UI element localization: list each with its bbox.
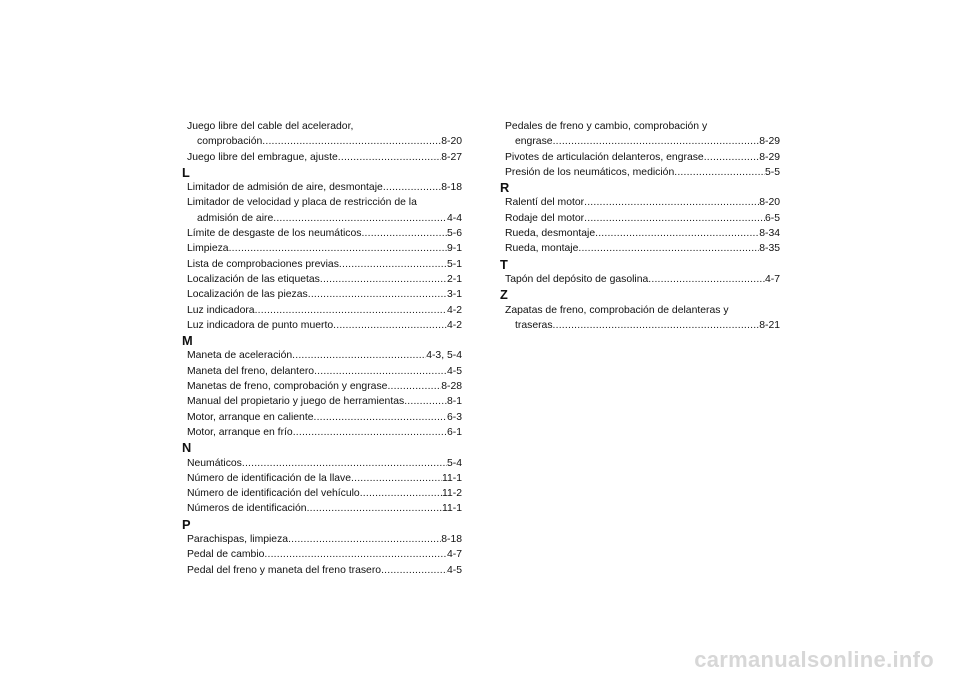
dot-leader: [307, 501, 442, 516]
index-entry: [505, 272, 780, 287]
dot-leader: [404, 394, 447, 409]
index-entry: [187, 456, 462, 471]
dot-leader: [314, 410, 447, 425]
index-entry: [505, 303, 780, 334]
dot-leader: [584, 195, 759, 210]
dot-leader: [242, 456, 447, 471]
index-entry-title: Ralentí del motor: [505, 197, 585, 209]
index-entry-title: Manual del propietario y juego de herramientas: [187, 396, 405, 408]
index-entry-continuation: comprobación: [197, 136, 263, 148]
index-entry-title: Limitador de velocidad y placa de restricción de la: [187, 197, 417, 209]
index-entry-title: Juego libre del embrague, ajuste: [187, 151, 338, 163]
index-entry-title: Pedal del freno y maneta del freno trasero: [187, 564, 382, 576]
index-entry-page: 8-18: [441, 182, 462, 194]
dot-leader: [595, 226, 759, 241]
index-entry-page: 6-5: [764, 212, 780, 224]
index-entry: [187, 241, 462, 256]
index-entry-title: Rueda, desmontaje: [505, 228, 596, 240]
index-entry-page: 8-29: [759, 136, 780, 148]
index-entry-title: Pedales de freno y cambio, comprobación y: [505, 121, 708, 132]
index-entry: [187, 410, 462, 425]
index-entry-page: 11-2: [441, 488, 462, 500]
dot-leader: [704, 150, 760, 165]
index-entry-page: 8-27: [441, 151, 462, 163]
index-letter-heading: N: [182, 440, 192, 456]
index-entry: [187, 547, 462, 562]
index-entry-page: 8-28: [441, 381, 462, 393]
index-entry: [505, 195, 780, 210]
index-entry: [187, 532, 462, 547]
dot-leader: [339, 257, 447, 272]
index-entry-page: 4-3, 5-4: [426, 350, 462, 362]
index-entry-page: 8-35: [759, 243, 780, 255]
index-entry-page: 5-5: [764, 166, 780, 178]
dot-leader: [648, 272, 765, 287]
index-entry-title: Limitador de admisión de aire, desmontaje: [187, 182, 383, 194]
index-entry-page: 8-20: [441, 136, 462, 148]
index-entry-title: Pedal de cambio: [187, 549, 265, 561]
index-entry-page: 5-1: [446, 258, 462, 270]
index-letter-heading: P: [182, 516, 191, 532]
index-entry: [187, 486, 462, 501]
dot-leader: [262, 134, 441, 149]
index-entry: [187, 394, 462, 409]
index-entry-title: Límite de desgaste de los neumáticos: [187, 228, 362, 240]
index-entry-page: 4-5: [446, 365, 462, 377]
index-column-right: [500, 119, 780, 333]
index-entry-title: Parachispas, limpieza: [187, 534, 289, 546]
dot-leader: [264, 547, 447, 562]
index-entry-title: Zapatas de freno, comprobación de delanteras y: [505, 304, 729, 316]
index-entry-title: Rodaje del motor: [505, 212, 585, 224]
index-entry-page: 3-1: [446, 289, 462, 301]
index-entry: [187, 119, 462, 150]
index-entry-title: Motor, arranque en frío: [187, 426, 293, 438]
index-entry: [187, 180, 462, 195]
dot-leader: [387, 379, 441, 394]
index-entry-title: Neumáticos: [187, 457, 242, 469]
dot-leader: [584, 211, 765, 226]
index-entry: [187, 257, 462, 272]
index-entry: [505, 226, 780, 241]
index-entry-title: Lista de comprobaciones previas: [187, 258, 339, 270]
index-entry: [187, 471, 462, 486]
dot-leader: [674, 165, 765, 180]
index-entry: [187, 425, 462, 440]
dot-leader: [383, 180, 441, 195]
index-letter-heading: Z: [500, 287, 508, 303]
dot-leader: [333, 318, 447, 333]
index-entry-page: 8-21: [759, 319, 780, 331]
index-entry-page: 6-3: [446, 411, 462, 423]
dot-leader: [292, 348, 426, 363]
index-entry-page: 8-20: [759, 197, 780, 209]
index-letter-heading: R: [500, 180, 510, 196]
dot-leader: [553, 318, 760, 333]
index-entry: [187, 272, 462, 287]
index-entry-continuation: traseras: [515, 319, 553, 331]
index-entry-title: Juego libre del cable del acelerador,: [187, 121, 354, 132]
index-entry: [505, 119, 780, 150]
index-entry-title: Pivotes de articulación delanteros, engrase: [505, 151, 704, 163]
index-entry: [505, 165, 780, 180]
index-entry-page: 11-1: [441, 503, 462, 515]
index-entry-page: 5-4: [446, 457, 462, 469]
index-entry-title: Maneta de aceleración: [187, 350, 293, 362]
index-entry-title: Limpieza: [187, 243, 229, 255]
dot-leader: [361, 226, 447, 241]
index-entry-continuation: engrase: [515, 136, 553, 148]
dot-leader: [308, 287, 447, 302]
index-entry-page: 9-1: [446, 243, 462, 255]
index-entry-page: 4-2: [446, 319, 462, 331]
index-entry: [505, 150, 780, 165]
dot-leader: [293, 425, 447, 440]
index-entry: [187, 318, 462, 333]
index-entry: [187, 379, 462, 394]
index-letter-heading: T: [500, 256, 508, 272]
index-entry-title: Luz indicadora: [187, 304, 255, 316]
index-entry-title: Luz indicadora de punto muerto: [187, 319, 334, 331]
dot-leader: [288, 532, 441, 547]
index-entry: [187, 364, 462, 379]
index-column-left: [182, 119, 462, 578]
index-entry-page: 4-4: [446, 212, 462, 224]
index-letter-heading: L: [182, 164, 190, 180]
index-entry: [187, 287, 462, 302]
dot-leader: [338, 150, 441, 165]
index-entry: [187, 226, 462, 241]
dot-leader: [273, 211, 447, 226]
index-entry-title: Maneta del freno, delantero: [187, 365, 315, 377]
dot-leader: [553, 134, 760, 149]
index-entry-title: Tapón del depósito de gasolina: [505, 273, 649, 285]
index-entry-continuation: admisión de aire: [197, 212, 274, 224]
index-entry-title: Número de identificación de la llave: [187, 472, 352, 484]
index-entry-page: 4-5: [446, 564, 462, 576]
dot-leader: [351, 471, 442, 486]
index-entry-title: Número de identificación del vehículo: [187, 488, 360, 500]
index-entry-page: 4-7: [764, 273, 780, 285]
index-entry-title: Números de identificación: [187, 503, 307, 515]
index-entry-page: 8-34: [759, 228, 780, 240]
index-entry: [187, 150, 462, 165]
index-entry-title: Localización de las piezas: [187, 289, 308, 301]
index-entry: [187, 348, 462, 363]
index-entry-page: 2-1: [446, 273, 462, 285]
index-entry: [187, 303, 462, 318]
index-entry-title: Localización de las etiquetas: [187, 273, 320, 285]
index-entry-page: 8-1: [446, 396, 462, 408]
dot-leader: [229, 241, 447, 256]
index-entry-title: Presión de los neumáticos, medición: [505, 166, 675, 178]
index-entry-page: 4-7: [446, 549, 462, 561]
index-entry-page: 4-2: [446, 304, 462, 316]
watermark: carmanualsonline.info: [694, 647, 934, 672]
index-letter-heading: M: [182, 333, 193, 349]
dot-leader: [360, 486, 442, 501]
index-entry-title: Manetas de freno, comprobación y engrase: [187, 381, 388, 393]
index-entry-page: 8-18: [441, 534, 462, 546]
index-entry: [505, 211, 780, 226]
dot-leader: [255, 303, 447, 318]
index-entry: [187, 563, 462, 578]
dot-leader: [320, 272, 447, 287]
index-entry-page: 8-29: [759, 151, 780, 163]
index-entry-page: 5-6: [446, 228, 462, 240]
index-entry-title: Rueda, montaje: [505, 243, 579, 255]
dot-leader: [578, 241, 759, 256]
index-entry-page: 6-1: [446, 426, 462, 438]
index-entry-page: 11-1: [441, 472, 462, 484]
index-entry: [187, 501, 462, 516]
index-entry: [187, 195, 462, 226]
dot-leader: [314, 364, 447, 379]
index-entry-title: Motor, arranque en caliente: [187, 411, 314, 423]
index-entry: [505, 241, 780, 256]
dot-leader: [381, 563, 447, 578]
